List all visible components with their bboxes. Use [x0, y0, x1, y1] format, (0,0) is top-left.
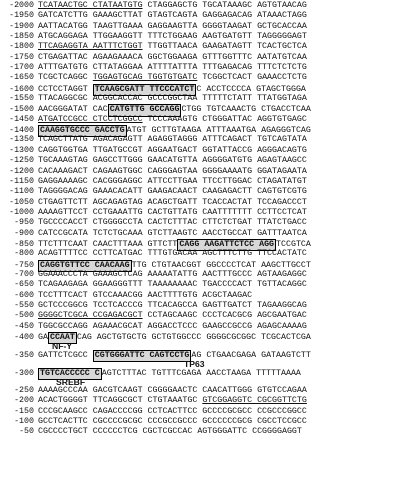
sequence-segment: GCTCCCGGCG TCCTCACCCG TTCACAGCCA GAGTTGATCT TAGAAGGCAG: [38, 300, 307, 310]
position-label: -350: [14, 351, 34, 360]
sequence-segment: TCGGCTCACT GAAACCTCTG: [197, 73, 307, 83]
binding-site-highlight: CGTGGGATTC CAGTCCTG: [93, 350, 192, 362]
underlined-segment: TTCAGAGGTA AATTTCTGGT: [38, 42, 143, 52]
sequence-row: [0, 417, 415, 427]
sequence-row: [0, 115, 415, 125]
sequence-segment: TTCTTTCAAT CAACTTTAAA GTTCTT: [38, 239, 178, 249]
position-label: -1850: [9, 32, 34, 42]
sequence-segment: TTACAGGCGC ACGGCACCAC GCCCGGCTAA TTTTTCTATT TTATGGTAGA: [38, 94, 307, 104]
sequence-row: [0, 270, 415, 280]
sequence-row: [0, 260, 415, 270]
sequence-row: [0, 368, 415, 386]
position-label: -250: [14, 386, 34, 395]
position-label: -1050: [9, 197, 34, 207]
position-label: -450: [14, 321, 34, 331]
position-label: -1250: [9, 156, 34, 166]
sequence-row: [0, 187, 415, 197]
sequence-segment: AGTCTTTAC TGTTTCGAGA AACCTAAGA TTTTTAAAA: [101, 369, 301, 378]
binding-site-highlight: TCAAGCGATT TTCCCATCT: [93, 84, 197, 96]
sequence-row: [0, 53, 415, 63]
sequence-segment: CATCCGCATA TCTCTGCAAA GTCTTAAGTC AACCTGCCAT GATTTAATCA: [38, 228, 307, 238]
position-label: -300: [14, 369, 34, 378]
sequence-row: [0, 146, 415, 156]
sequence-row: [0, 301, 415, 311]
sequence-segment: AG CTGAACGAGA GATAAGTCTT: [191, 351, 311, 360]
position-label: -1300: [9, 145, 34, 155]
sequence-segment: TTGGTTAACA GAAGATAGTT TCACTGCTCA: [142, 42, 307, 52]
sequence-row: [0, 1, 415, 11]
binding-site-highlight: CATGTTG GCCAGG: [108, 104, 182, 116]
sequence-segment: CGCCCCTGCT CCCCCCTCG CGCTCGCCAC AGTGGGATTC CCGGGGAGGT: [38, 427, 302, 437]
transcription-factor-label: TP63: [184, 359, 205, 369]
position-label: -1950: [9, 11, 34, 21]
underlined-segment: ATGATCCGCC CTCCTCGGCC: [38, 114, 143, 124]
sequence-segment: C ACCTCCCCA GTAGCTGGGA: [196, 84, 306, 94]
sequence-row: [0, 350, 415, 368]
position-label: -50: [19, 427, 34, 437]
position-label: -1500: [9, 105, 34, 115]
sequence-segment: GGAAACCCTA GAAAGCTCAG AAAAATATTG AACTTTGCCC AGTAAGAGGC: [38, 269, 307, 279]
sequence-row: [0, 177, 415, 187]
sequence-segment: CCTCCTAGGT: [38, 84, 93, 94]
sequence-row: [0, 11, 415, 21]
binding-site-highlight: CAGG AAGATTCTCC AGG: [177, 239, 276, 251]
sequence-row: [0, 73, 415, 83]
sequence-segment: CCTAGCAAGC CCCTCACGCG AGCGAATGAC: [142, 311, 307, 321]
sequence-row: [0, 156, 415, 166]
sequence-segment: TAGGGGACAG GAAACACATT GAAGACAACT CAAGAGACTT CAGTGTCGTG: [38, 187, 307, 197]
transcription-factor-label: NF-Y: [52, 341, 73, 351]
position-label: -2000: [9, 1, 34, 10]
sequence-segment: TCAGCTTATG AGACAGAGTT AGAGGTAGGG ATTTCAGACT TGTCAGTATA: [38, 135, 307, 145]
underlined-segment: GTCGGAGGTC CGCGGTTCTG: [202, 396, 307, 406]
position-label: -950: [14, 218, 34, 228]
position-label: -500: [14, 311, 34, 321]
sequence-segment: AAAAGCCCAA GACGTCAAGT CGGGGAACTC CAACATTGGG GTGTCCAGAA: [38, 386, 307, 395]
sequence-segment: TTG CTGTAACGGT GGCCCCTCAT AAGCTTGCCT: [131, 260, 311, 270]
sequence-segment: TGGCGCCAGG AGAAACGCAT AGGACCTCCC GAAGCCGCCG AGAGCAAAAG: [38, 321, 307, 331]
sequence-row: [0, 249, 415, 259]
position-label: -1750: [9, 52, 34, 62]
sequence-segment: GATTCTCGCC: [38, 351, 93, 360]
sequence-row: [0, 42, 415, 52]
sequence-segment: GCCTCACTTC CGCCCCGCGC CCCGCCGCCC GCCCCCCGCG CGCCTCCGCC: [38, 417, 307, 427]
promoter-sequence: [0, 1, 415, 438]
position-label: -800: [14, 249, 34, 259]
position-label: -1450: [9, 114, 34, 124]
position-label: -1650: [9, 73, 34, 83]
position-label: -1200: [9, 166, 34, 176]
position-label: -1150: [9, 176, 34, 186]
sequence-segment: AACGGGATAT CAC: [38, 105, 108, 115]
sequence-row: [0, 427, 415, 437]
sequence-segment: AATTACATGG TAAGTTGAAA GAGGAAGTTA GGGGTAAGAT GCTGCACCAA: [38, 21, 307, 31]
sequence-row: [0, 218, 415, 228]
sequence-row: [0, 94, 415, 104]
underlined-segment: TGGAGTGCAG TGGTGTGATC: [92, 73, 198, 83]
sequence-row: [0, 280, 415, 290]
sequence-row: [0, 229, 415, 239]
position-label: -1600: [9, 84, 34, 94]
sequence-segment: CTGAGATTAC AGAAGAAACA GGCTGGAAGA GTTTGGTTTC AATATGTCAA: [38, 52, 307, 62]
sequence-row: [0, 322, 415, 332]
sequence-row: [0, 125, 415, 135]
sequence-segment: CTGAGTTCTT AGCAGAGTAG ACAGCTGATT TCACCACTAT TCCAGACCCT: [38, 197, 307, 207]
position-label: -1700: [9, 63, 34, 73]
sequence-segment: CTAGGAGCTG TGCATAAAGC AGTGTAACAG: [142, 1, 307, 10]
binding-site-highlight: CAGGTGTTCC CAACAAG: [38, 260, 132, 272]
position-label: -1350: [9, 135, 34, 145]
position-label: -1900: [9, 21, 34, 31]
sequence-segment: ATTTGATGTG CTTATAGGAA ATTTTATTTA TTTGAGACAG TTTCTCTCTG: [38, 63, 307, 73]
sequence-segment: TGCCCCACCT CTGGGGCCTA CACTCTTTAC CTTCTCTGAT TTATCTGACC: [38, 218, 307, 228]
position-label: -1100: [9, 187, 34, 197]
position-label: -100: [14, 417, 34, 427]
sequence-row: [0, 135, 415, 145]
sequence-segment: TCGCTCAGGC: [38, 73, 93, 83]
binding-site-highlight: CCAAT: [48, 332, 77, 344]
sequence-segment: TCCGTCA: [276, 239, 311, 249]
sequence-row: [0, 396, 415, 406]
underlined-segment: GGGGCTCGCA CCGAGACGCT: [38, 311, 143, 321]
position-label: -900: [14, 228, 34, 238]
sequence-row: [0, 198, 415, 208]
position-label: -750: [14, 260, 34, 270]
sequence-segment: AAAAGTTCCT CCTGAAATTG CACTGTTATG CAATTTTTTT CCTTCCTCAT: [38, 207, 307, 217]
position-label: -200: [14, 396, 34, 406]
position-label: -700: [14, 269, 34, 279]
sequence-segment: ATGT GCTTGTAAGA ATTTAAATGA AGAGGGTCAG: [126, 126, 311, 136]
sequence-segment: CCCGCAAGCC CAGACCCCGG CCTCACTTCC GCCCCGCGCC CCGCCCGGCC: [38, 406, 307, 416]
sequence-row: [0, 407, 415, 417]
sequence-segment: TCCTTTCACT GTCCAAACGG AACTTTTGTG ACGCTAAGAC: [38, 290, 253, 300]
sequence-segment: CAG AGCTGTGCTG GCTGTGGCCC GGGGCGCGGC TCGCACTCGA: [76, 333, 311, 342]
sequence-segment: ATGCAGGAGA TTGGAAGGTT TTTCTGGAAG AAGTGATGTT TAGGGGGAGT: [38, 32, 307, 42]
position-label: -650: [14, 280, 34, 290]
sequence-segment: CACAAAGACT CAGAAGTGGC CAGGGAGTAA GGGGAAAATG GGATAGAATA: [38, 166, 307, 176]
sequence-segment: TCAGAAGAGA GGAAGGGTTT TAAAAAAAAC TGACCCCACT TGTTACAGGC: [38, 280, 307, 290]
sequence-row: [0, 167, 415, 177]
sequence-segment: CAGGTGGTGA TTGATGCCGT AGGAATGACT GGTATTACCG AGGGACAGTG: [38, 145, 307, 155]
sequence-segment: ACACTGGGGT TTCAGGCGCT CTGTAAATGC: [38, 396, 203, 406]
position-label: -550: [14, 300, 34, 310]
position-label: -1800: [9, 42, 34, 52]
transcription-factor-label: SREBF: [56, 377, 86, 387]
sequence-segment: TCCCAAAGTG CTGGGATTAC AGGTGTGAGC: [142, 114, 307, 124]
underlined-segment: TCATAACTGC CTATAATGTG: [38, 1, 143, 10]
position-label: -600: [14, 290, 34, 300]
sequence-row: [0, 239, 415, 249]
position-label: -1000: [9, 207, 34, 217]
position-label: -400: [14, 333, 34, 342]
sequence-row: [0, 22, 415, 32]
sequence-segment: GATCATCTTG GAAAGCTTAT GTAGTCAGTA GAGGAGACAG ATAAACTAGG: [38, 11, 307, 21]
sequence-row: [0, 291, 415, 301]
sequence-segment: TGCAAAGTAG GAGCCTTGGG GAACATGTTA AGGGGATGTG AGAGTAAGCC: [38, 156, 307, 166]
sequence-row: [0, 208, 415, 218]
position-label: -1400: [9, 126, 34, 136]
position-label: -1550: [9, 94, 34, 104]
sequence-segment: GA: [38, 333, 48, 342]
sequence-segment: GAGGAAAAGC CACGGGAGGC ATTCCTTGAA TTCCTTGGAC CTAGATATGT: [38, 176, 307, 186]
sequence-row: [0, 332, 415, 350]
sequence-row: [0, 104, 415, 114]
sequence-row: [0, 311, 415, 321]
sequence-row: [0, 84, 415, 94]
binding-site-highlight: TGTCACCCCC C: [38, 368, 102, 380]
sequence-row: [0, 386, 415, 396]
sequence-row: [0, 63, 415, 73]
position-label: -850: [14, 239, 34, 249]
binding-site-highlight: CAAGGTGCCC GACCTG: [38, 125, 127, 137]
sequence-segment: ACAGTTTTCC CCTTCATGAC TTTGTGACAA AGCTTTCTTG TTCCACTATC: [38, 249, 307, 259]
sequence-row: [0, 32, 415, 42]
position-label: -150: [14, 406, 34, 416]
sequence-segment: CTGG TGTCAAACTG CTGACCTCAA: [181, 105, 311, 115]
